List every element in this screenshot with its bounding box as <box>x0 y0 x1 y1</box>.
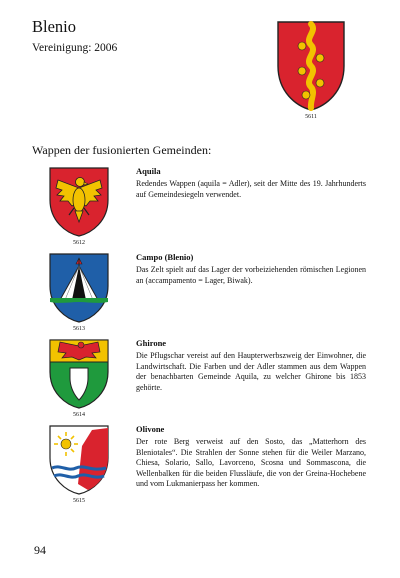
olivone-coat-of-arms <box>48 424 110 496</box>
roundel-5 <box>302 91 310 99</box>
aquila-number: 5612 <box>73 240 85 246</box>
olivone-number: 5615 <box>73 498 85 504</box>
merger-date: Vereinigung: 2006 <box>32 42 118 54</box>
entry-description: Der rote Berg verweist auf den Sosto, das „Matterhorn des Bleniotales“. Die Strahlen der Sonne stehen für die Weiler Marzano, Chiesa, Solario, Sallo, Lavorceno, Scosna und Sommascona, die Wellenbalken für die beiden Flussläufe, die von der Greina-Hochebene und vom Lukmanierpass her kommen. <box>136 437 366 489</box>
main-coat-number: 5611 <box>305 114 317 120</box>
campo-number: 5613 <box>73 326 85 332</box>
ghirone-number: 5614 <box>73 412 85 418</box>
ghirone-coat-of-arms <box>48 338 110 410</box>
entry-name: Ghirone <box>136 338 167 348</box>
entry-name: Olivone <box>136 424 165 434</box>
ghirone-entry <box>136 338 366 393</box>
entry-description: Die Pflugschar vereist auf den Haupterwerbszweig der Einwohner, die Landwirtschaft. Die Farben und der Adler stammen aus dem Wappen der benachbarten Gemeinde Aquila, zu welcher Ghirone bis 1853 gehörte. <box>136 351 366 392</box>
roundel-3 <box>298 67 306 75</box>
entry-name: Campo (Blenio) <box>136 252 194 262</box>
page-title: Blenio <box>32 17 76 36</box>
aquila-entry <box>136 166 366 200</box>
entry-description: Das Zelt spielt auf das Lager der vorbeiziehenden römischen Legionen an (accampamento = Lager, Biwak). <box>136 265 366 285</box>
olivone-entry <box>136 424 366 489</box>
blenio-coat-of-arms <box>276 20 346 112</box>
section-title: Wappen der fusionierten Gemeinden: <box>32 143 212 157</box>
aquila-coat-of-arms <box>48 166 110 238</box>
roundel-1 <box>298 42 306 50</box>
roundel-4 <box>316 79 324 87</box>
eagle-icon <box>58 342 100 360</box>
campo-coat-of-arms <box>48 252 110 324</box>
campo-entry <box>136 252 366 286</box>
page-number: 94 <box>34 543 46 557</box>
entry-name: Aquila <box>136 166 161 176</box>
entry-description: Redendes Wappen (aquila = Adler), seit der Mitte des 19. Jahrhunderts auf Gemeindesiegeln verwendet. <box>136 179 366 199</box>
roundel-2 <box>316 54 324 62</box>
